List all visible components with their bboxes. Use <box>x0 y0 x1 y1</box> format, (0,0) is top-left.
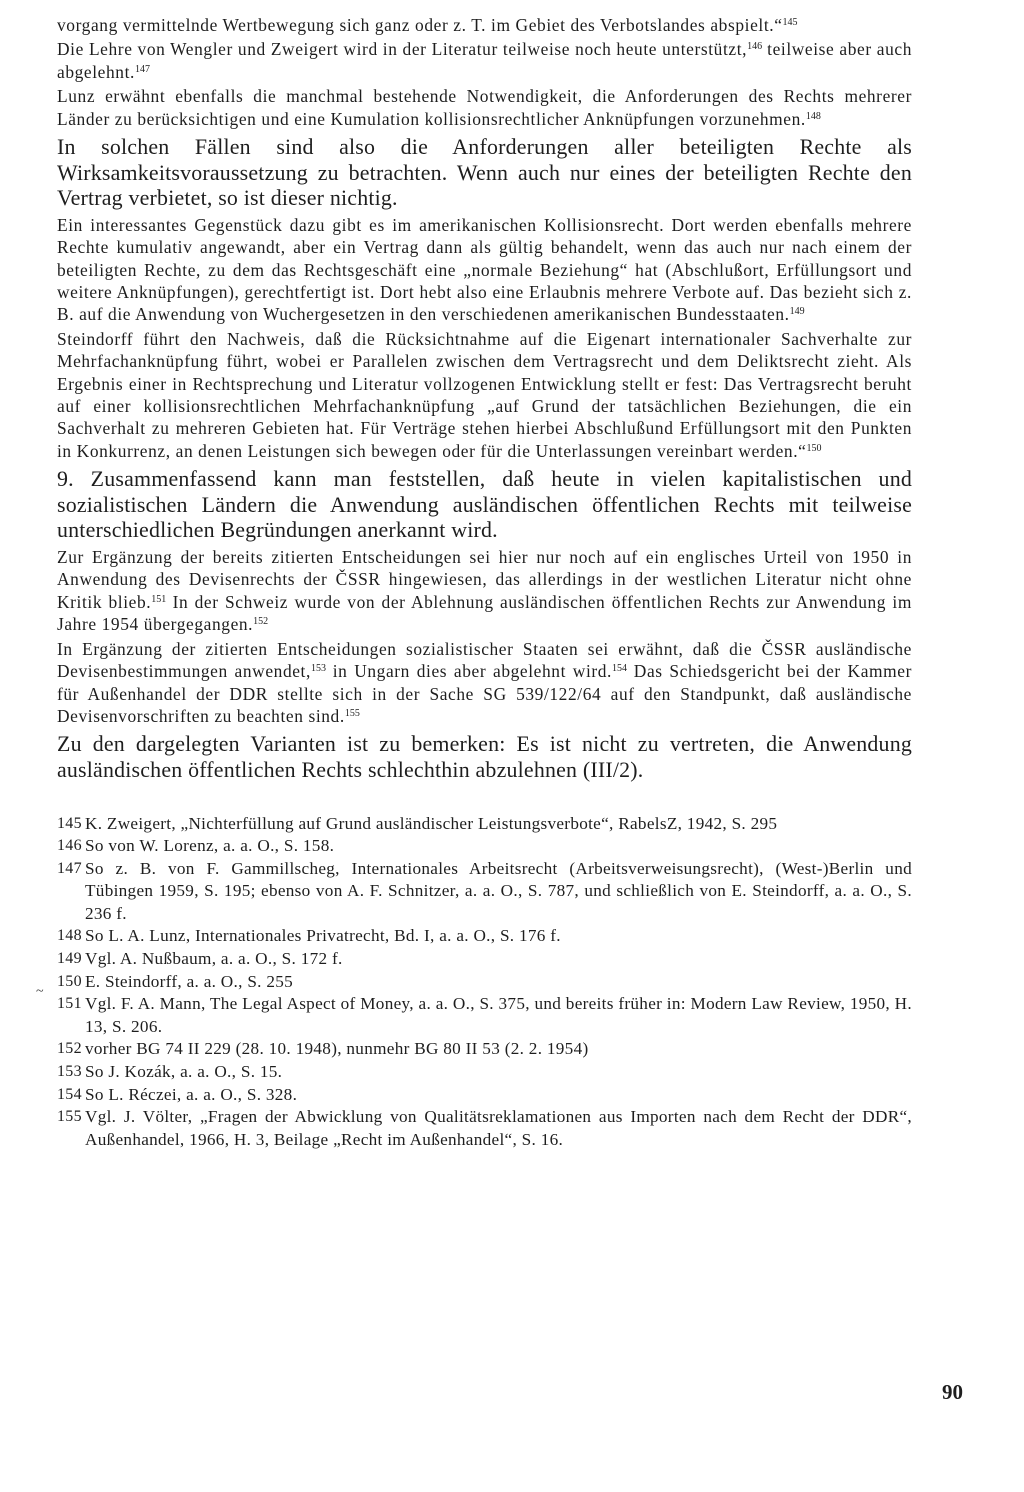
footnote <box>57 1106 912 1151</box>
footnote-ref[interactable]: 152 <box>253 616 269 628</box>
footnote-ref[interactable]: 155 <box>344 707 360 719</box>
footnote-number: 154 <box>57 1085 82 1103</box>
footnote-ref[interactable]: 148 <box>805 110 821 122</box>
footnote-ref[interactable]: 145 <box>782 17 798 28</box>
footnote-text: K. Zweigert, „Nichterfüllung auf Grund ausländischer Leistungsverbote“, RabelsZ, 1942, S. 295 <box>85 813 778 833</box>
footnote <box>57 1061 912 1084</box>
footnote <box>57 948 912 971</box>
paragraph-2: Die Lehre von Wengler und Zweigert wird in der Literatur teilweise noch heute unterstützt,$^{146}$ teilweise aber auch abgelehnt.$^{147}$ <box>57 39 913 82</box>
emphasis-paragraph-3: Zu den dargelegten Varianten ist zu bemerken: Es ist nicht zu vertreten, die Anwendung ausländischen öffentlichen Rechts schlechthin abzulehnen (III/2). <box>57 731 912 782</box>
footnote-text: Vgl. A. Nußbaum, a. a. O., S. 172 f. <box>85 949 343 969</box>
footnote-number: 145 <box>57 814 82 832</box>
footnote <box>57 925 912 948</box>
footnote-ref[interactable]: 146 <box>747 41 763 53</box>
footnote-text: So J. Kozák, a. a. O., S. 15. <box>85 1062 283 1082</box>
footnote-ref[interactable]: 150 <box>806 442 822 454</box>
footnote-ref[interactable]: 147 <box>134 63 150 75</box>
page-number: 90 <box>942 1380 963 1404</box>
footnote-text: So z. B. von F. Gammillscheg, Internationales Arbeitsrecht (Arbeitsverweisungsrecht), (West-)Berlin und Tübingen 1959, S. 195; ebenso von A. F. Schnitzer, a. a. O., S. 787, und schließlich von E. Steindorff, a. a. O., S. 236 f. <box>85 858 912 923</box>
paragraph-1: vorgang vermittelnde Wertbewegung sich ganz oder z. T. im Gebiet des Verbotslandes abspielt.“$^{145}$ <box>57 15 798 35</box>
margin-mark: ~ <box>36 984 44 999</box>
footnote <box>57 858 912 926</box>
footnote-ref[interactable]: 153 <box>310 663 326 675</box>
footnote <box>57 993 912 1038</box>
footnote-text: Vgl. J. Völter, „Fragen der Abwicklung von Qualitätsreklamationen aus Importen nach dem Recht der DDR“, Außenhandel, 1966, H. 3, Beilage „Recht im Außenhandel“, S. 16. <box>85 1107 912 1149</box>
footnotes-section <box>57 813 912 1152</box>
footnote-number: 148 <box>57 927 82 945</box>
footnote-number: 155 <box>57 1108 82 1126</box>
paragraph-4: Ein interessantes Gegenstück dazu gibt es im amerikanischen Kollisionsrecht. Dort werden ebenfalls mehrere Rechte kumulativ angewandt, aber ein Vertrag dann als gültig behandelt, wenn das auch nur nach einem der beteiligten Rechte, zu dem das Rechtsgeschäft eine „normale Beziehung“ hat (Abschlußort, Erfüllungsort und weitere Anknüpfungen), gerechtfertigt ist. Dort hebt also eine Erlaubnis mehrere Verbote auf. Das bezieht sich z. B. auf die Anwendung von Wuchergesetzen in den verschiedenen amerikanischen Bundesstaaten.$^{149}$ <box>57 214 912 325</box>
footnote-text: So L. Réczei, a. a. O., S. 328. <box>85 1084 298 1104</box>
footnote <box>57 1084 912 1107</box>
footnote-text: Vgl. F. A. Mann, The Legal Aspect of Money, a. a. O., S. 375, und bereits früher in: Modern Law Review, 1950, H. 13, S. 206. <box>85 994 912 1036</box>
paragraph-7: In Ergänzung der zitierten Entscheidungen sozialistischer Staaten sei erwähnt, daß die ČSSR ausländische Devisenbestimmungen anwendet,$^{153}$ in Ungarn dies aber abgelehnt wird.$^{154}$ Das Schiedsgericht bei der Kammer für Außenhandel der DDR stellte sich in der Sache SG 539/122/64 auf den Standpunkt, daß ausländische Devisenvorschriften zu beachten sind.$^{155}$ <box>57 638 912 726</box>
footnote <box>57 835 912 858</box>
paragraph-5: Steindorff führt den Nachweis, daß die Rücksichtnahme auf die Eigenart internationaler Sachverhalte zur Mehrfachanknüpfung führt, wobei er Parallelen zwischen dem Vertragsrecht und dem Deliktsrecht zieht. Als Ergebnis einer in Rechtsprechung und Literatur vollzogenen Entwicklung stellt er fest: Das Vertragsrecht beruht auf einer kollisionsrechtlichen Mehrfachanknüpfung „auf Grund der tatsächlichen Beziehungen, die ein Sachverhalt zu mehreren Gebieten hat. Für Verträge stehen hierbei Abschlußund Erfüllungsort mit den Punkten in Konkurrenz, an denen Leistungen sich bewegen oder für die Unterlassungen vereinbart werden.“$^{150}$ <box>57 328 912 461</box>
footnote <box>57 813 912 836</box>
footnote-number: 150 <box>57 972 82 990</box>
footnote <box>57 971 912 994</box>
footnote-number: 147 <box>57 859 82 877</box>
paragraph-6: Zur Ergänzung der bereits zitierten Entscheidungen sei hier nur noch auf ein englisches Urteil von 1950 in Anwendung des Devisenrechts der ČSSR hingewiesen, das allerdings in der westlichen Literatur nicht ohne Kritik blieb.$^{151}$ In der Schweiz wurde von der Ablehnung ausländischen öffentlichen Rechts zur Anwendung im Jahre 1954 übergegangen.$^{152}$ <box>57 547 912 635</box>
footnote-number: 146 <box>57 837 82 855</box>
footnote-number: 151 <box>57 995 82 1013</box>
footnote-number: 153 <box>57 1063 82 1081</box>
footnote-text: So von W. Lorenz, a. a. O., S. 158. <box>85 836 335 856</box>
footnote-ref[interactable]: 149 <box>789 306 805 318</box>
footnote-ref[interactable]: 151 <box>151 593 167 605</box>
footnote-text: vorher BG 74 II 229 (28. 10. 1948), nunmehr BG 80 II 53 (2. 2. 1954) <box>85 1039 589 1059</box>
footnote <box>57 1038 912 1061</box>
paragraph-3: Lunz erwähnt ebenfalls die manchmal bestehende Notwendigkeit, die Anforderungen des Rechts mehrerer Länder zu berücksichtigen und eine Kumulation kollisionsrechtlicher Anknüpfungen vorzunehmen.$^{148}$ <box>57 86 912 129</box>
footnote-text: So L. A. Lunz, Internationales Privatrecht, Bd. I, a. a. O., S. 176 f. <box>85 926 561 946</box>
emphasis-paragraph-2: 9. Zusammenfassend kann man feststellen, daß heute in vielen kapitalistischen und sozialistischen Ländern die Anwendung ausländischen öffentlichen Rechts mit teilweise unterschiedlichen Begründungen anerkannt wird. <box>57 466 912 543</box>
emphasis-paragraph-1: In solchen Fällen sind also die Anforderungen aller beteiligten Rechte als Wirksamkeitsvoraussetzung zu betrachten. Wenn auch nur eines der beteiligten Rechte den Vertrag verbietet, so ist dieser nichtig. <box>57 134 912 211</box>
footnote-number: 149 <box>57 950 82 968</box>
footnote-number: 152 <box>57 1040 82 1058</box>
footnote-ref[interactable]: 154 <box>612 663 628 675</box>
footnote-text: E. Steindorff, a. a. O., S. 255 <box>85 971 294 991</box>
